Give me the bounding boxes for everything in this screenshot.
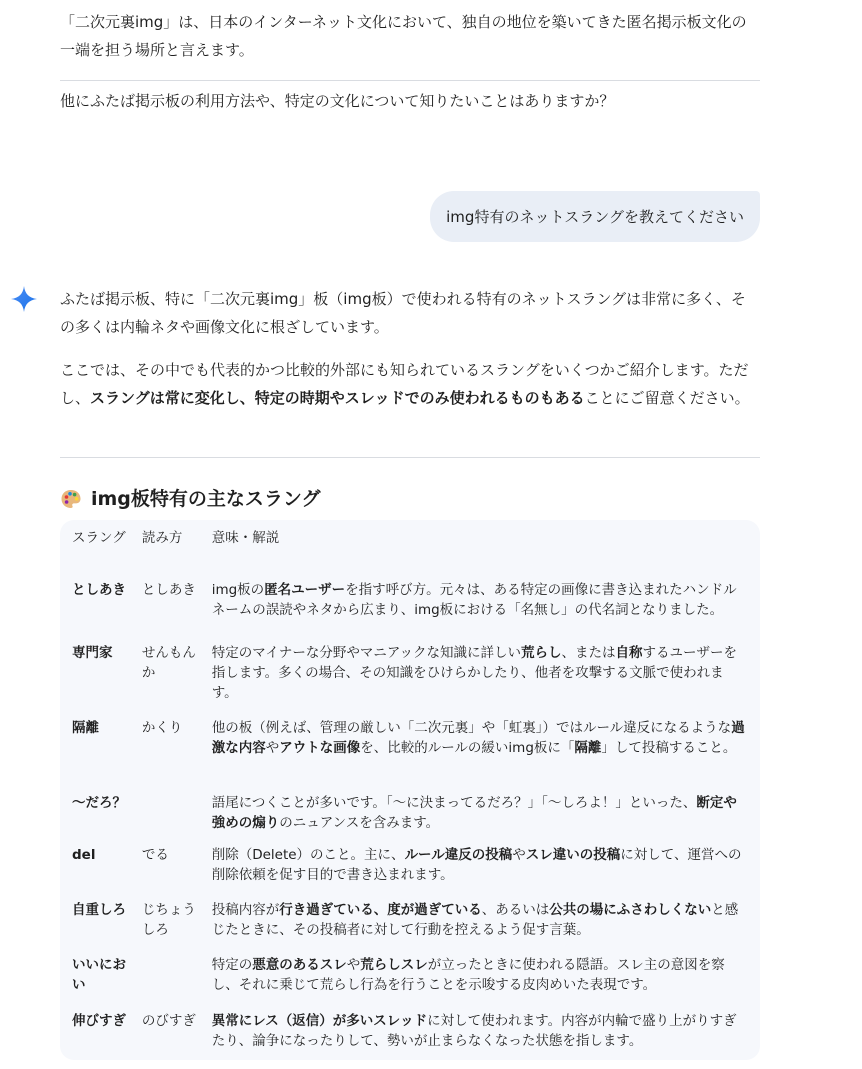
response-paragraph-2: [60, 356, 760, 412]
header-slang: スラング: [72, 530, 126, 546]
slang-term: いいにおい: [72, 957, 126, 993]
slang-reading: せんもんか: [141, 645, 196, 681]
meaning-text: 投稿内容が: [211, 902, 280, 918]
table-row: [60, 943, 760, 999]
meaning-text: に対して、運営への削除依頼を促す目的で書き込まれます。: [211, 847, 742, 883]
meaning-emphasis: 過激な内容: [211, 720, 745, 756]
slang-meaning: [212, 943, 760, 999]
meaning-text: 特定のマイナーな分野やマニアックな知識に詳しい: [211, 645, 521, 661]
meaning-text: 語尾につくことが多いです。「〜に決まってるだろ？」「〜しろよ！」といった、: [211, 795, 697, 811]
slang-term: del: [72, 847, 96, 863]
slang-meaning: [212, 999, 760, 1055]
table-row: [60, 833, 760, 888]
meaning-text: や: [346, 957, 361, 973]
meaning-emphasis: ルール違反の投稿: [404, 847, 513, 863]
slang-meaning: [212, 631, 760, 706]
slang-reading: [142, 781, 212, 833]
meaning-emphasis: 断定や強めの煽り: [211, 795, 737, 831]
slang-term: 自重しろ: [72, 902, 126, 918]
meaning-text: 」して投稿すること。: [601, 740, 737, 756]
meaning-text: 、あるいは: [481, 902, 550, 918]
slang-meaning: [212, 706, 760, 781]
meaning-text: を、比較的ルールの緩いimg板に「: [360, 740, 575, 756]
user-message-bubble: [430, 191, 760, 242]
divider: [60, 80, 760, 81]
meaning-emphasis: 悪意のあるスレ: [252, 957, 347, 973]
response-paragraph-1: [60, 285, 760, 341]
table-header-row: [60, 520, 760, 568]
user-message-text: img特有のネットスラングを教えてください: [446, 207, 744, 226]
intro-text: 「二次元裏img」は、日本のインターネット文化において、独自の地位を築いてきた匿名掲示板文化の一端を担う場所と言えます。: [60, 13, 747, 59]
header-meaning: 意味・解説: [211, 530, 280, 546]
table-row: [60, 888, 760, 943]
slang-meaning: [212, 888, 760, 943]
meaning-text: が立ったときに使われる隠語。スレ主の意図を察し、それに乗じて荒らし行為を行うことを示唆する皮肉めいた表現です。: [211, 957, 725, 993]
slang-term: 隔離: [72, 720, 99, 736]
meaning-emphasis: スレ違いの投稿: [525, 847, 621, 863]
table-row: [60, 706, 760, 781]
meaning-text: img板の: [211, 582, 265, 598]
response-p2-b: ことにご留意ください。: [584, 389, 750, 407]
meaning-text: を指す呼び方。元々は、ある特定の画像に書き込まれたハンドルネームの誤読やネタから広まり、img板における「名無し」の代名詞となりました。: [211, 582, 737, 618]
slang-table-container: [60, 520, 760, 1060]
response-p2-a: ここでは、その中でも代表的かつ比較的外部にも知られているスラングをいくつかご紹介します。ただし、: [60, 361, 749, 407]
slang-term: 専門家: [72, 645, 113, 661]
slang-reading: かくり: [141, 720, 183, 736]
meaning-text: 特定の: [211, 957, 253, 973]
section-heading: [60, 484, 321, 514]
section-heading-text: img板特有の主なスラング: [91, 488, 321, 510]
followup-paragraph: [60, 87, 760, 115]
response-p1-text: ふたば掲示板、特に「二次元裏img」板（img板）で使われる特有のネットスラングは非常に多く、その多くは内輪ネタや画像文化に根ざしています。: [60, 290, 746, 336]
slang-meaning: [212, 833, 760, 888]
meaning-emphasis: 匿名ユーザー: [264, 582, 346, 598]
meaning-text: と感じたときに、その投稿者に対して行動を控えるよう促す言葉。: [211, 902, 739, 938]
meaning-emphasis: 隔離: [574, 740, 602, 756]
slang-reading: でる: [141, 847, 169, 863]
meaning-emphasis: 自称: [615, 645, 643, 661]
intro-paragraph: [60, 8, 760, 64]
meaning-emphasis: 荒らしスレ: [360, 957, 428, 973]
meaning-text: 削除（Delete）のこと。主に、: [211, 847, 405, 863]
slang-reading: としあき: [141, 582, 196, 598]
slang-meaning: [212, 568, 760, 631]
slang-term: としあき: [72, 582, 126, 598]
slang-table: [60, 520, 760, 1055]
meaning-emphasis: 異常にレス（返信）が多いスレッド: [211, 1013, 428, 1029]
meaning-emphasis: 行き過ぎている、度が過ぎている: [279, 902, 482, 918]
header-reading: 読み方: [141, 530, 183, 546]
meaning-emphasis: 荒らし: [521, 645, 562, 661]
meaning-text: 、または: [561, 645, 616, 661]
meaning-emphasis: 公共の場にふさわしくない: [549, 902, 712, 918]
meaning-text: や: [265, 740, 280, 756]
meaning-emphasis: アウトな画像: [279, 740, 361, 756]
table-row: [60, 631, 760, 706]
slang-reading: じちょうしろ: [141, 902, 196, 938]
meaning-text: するユーザーを指します。多くの場合、その知識をひけらかしたり、他者を攻撃する文脈で使われます。: [211, 645, 737, 701]
meaning-text: や: [512, 847, 526, 863]
palette-icon: [60, 488, 82, 510]
slang-meaning: [212, 781, 760, 833]
slang-term: 〜だろ？: [72, 795, 126, 811]
meaning-text: 他の板（例えば、管理の厳しい「二次元裏」や「虹裏」）ではルール違反になるような: [211, 720, 732, 736]
response-p2-bold: スラングは常に変化し、特定の時期やスレッドでのみ使われるものもある: [90, 389, 585, 407]
meaning-text: のニュアンスを含みます。: [279, 815, 440, 831]
meaning-text: に対して使われます。内容が内輪で盛り上がりすぎたり、論争になったりして、勢いが止まらなくなった状態を指します。: [211, 1013, 737, 1049]
slang-reading: のびすぎ: [141, 1013, 196, 1029]
table-row: [60, 568, 760, 631]
followup-text: 他にふたば掲示板の利用方法や、特定の文化について知りたいことはありますか？: [60, 92, 615, 110]
slang-term: 伸びすぎ: [72, 1013, 126, 1029]
table-row: [60, 781, 760, 833]
table-row: [60, 999, 760, 1055]
slang-reading: [142, 943, 212, 999]
divider: [60, 457, 760, 458]
gemini-sparkle-icon: [10, 285, 38, 313]
